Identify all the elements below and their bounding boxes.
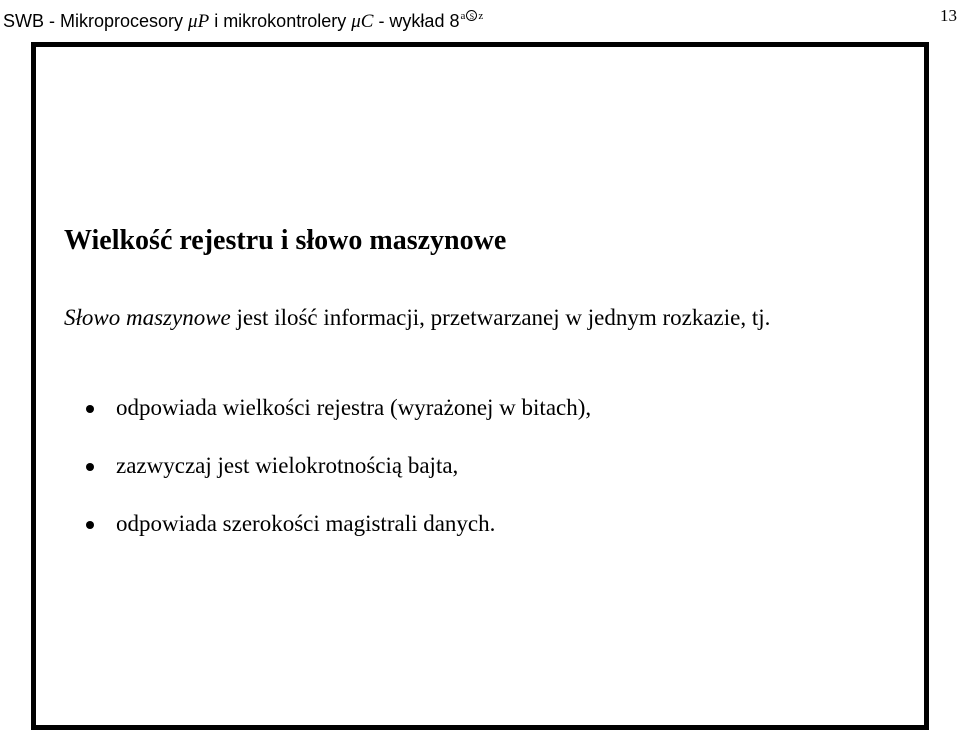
list-item [80,510,591,538]
list-item-text: odpowiada wielkości rejestra (wyrażonej w bitach), [116,395,592,420]
header-mu-p: μP [188,11,210,32]
bullet-dot-icon [86,463,94,471]
intro-term: Słowo maszynowe [64,305,231,330]
author-mark-a: a [460,10,466,22]
author-mark-z: z [478,10,484,22]
slide-frame [31,42,929,730]
bullet-dot-icon [86,521,94,529]
page-number: 13 [940,6,957,25]
list-item-text: odpowiada szerokości magistrali danych. [116,511,496,536]
author-mark [460,10,483,22]
list-item [80,394,591,422]
author-mark-circled-s: S [466,10,477,21]
intro-paragraph [64,300,904,335]
header-title-middle: i mikrokontrolery [209,11,352,31]
header-title-suffix: - wykład 8 [373,11,460,31]
intro-text: jest ilość informacji, przetwarzanej w jednym rozkazie, tj. [230,305,771,330]
bullet-dot-icon [86,405,94,413]
bullet-list [80,394,591,568]
slide-title: Wielkość rejestru i słowo maszynowe [64,225,507,256]
page-header [3,3,957,32]
header-mu-c: μC [351,11,374,32]
list-item-text: zazwyczaj jest wielokrotnością bajta, [116,453,459,478]
list-item [80,452,591,480]
header-title [3,3,483,35]
header-title-prefix: SWB - Mikroprocesory [3,11,189,31]
